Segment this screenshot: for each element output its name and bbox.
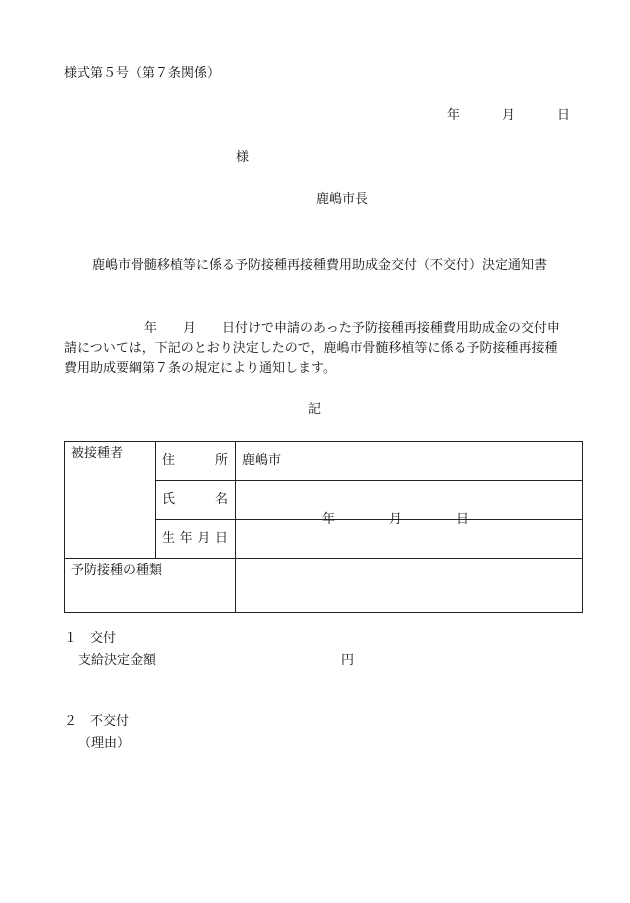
ki-heading: 記 [308,402,322,417]
section1-heading: １ 交付 [64,631,117,646]
birth-month: 月 [389,512,403,527]
date-year: 年 [447,108,461,123]
date-day: 日 [557,108,571,123]
date-month: 月 [502,108,516,123]
form-number: 様式第５号（第７条関係） [64,66,221,81]
name-label: 氏 名 [156,481,236,520]
date-line [447,108,570,124]
reason-label: （理由） [78,736,131,751]
document-title: 鹿嶋市骨髄移植等に係る予防接種再接種費用助成金交付（不交付）決定通知書 [92,258,548,273]
birth-label: 生 年 月 日 [156,520,236,559]
address-value: 鹿嶋市 [236,442,583,481]
name-value [236,481,583,520]
yen-unit: 円 [341,653,355,668]
body-line-1: 年 月 日付けで申請のあった予防接種再接種費用助成金の交付申 [144,321,560,336]
address-label: 住 所 [156,442,236,481]
info-table [64,441,583,613]
amount-label: 支給決定金額 [78,653,157,668]
birth-value [236,512,583,559]
issuer: 鹿嶋市長 [316,192,369,207]
body-text [64,319,582,379]
birth-day: 日 [456,512,470,527]
recipient-label: 被接種者 [65,442,156,559]
vaccine-label: 予防接種の種類 [65,559,236,613]
birth-year: 年 [322,512,336,527]
body-line-2: 請については，下記のとおり決定したので，鹿嶋市骨髄移植等に係る予防接種再接種 [64,341,558,356]
section2-heading: ２ 不交付 [64,714,130,729]
addressee-suffix: 様 [236,150,250,165]
vaccine-value [236,559,583,613]
body-line-3: 費用助成要綱第７条の規定により通知します。 [64,361,336,376]
